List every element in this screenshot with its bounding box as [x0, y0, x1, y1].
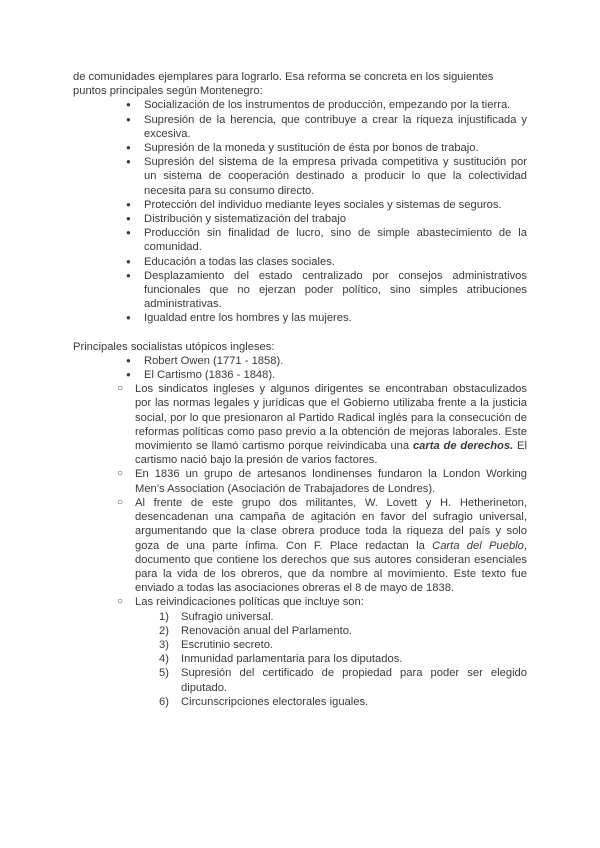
list-item: ● Supresión del sistema de la empresa privada competitiva y sustitución por un sistema de cooperación destinado a producir lo que la colectividad necesita para su consumo directo.: [126, 155, 527, 198]
sublist-item: ○ Los sindicatos ingleses y algunos dirigentes se encontraban obstaculizados por las normas legales y jurídicas que el Gobierno utilizaba frente a la justicia social, por lo que presionaron al Partido Radical inglés para la consecución de reformas políticas como paso previo a la obtención de mejoras laborales. Este movimiento se llamó cartismo porque reivindicaba una carta de derechos. El cartismo nació bajo la presión de varios factores.: [117, 382, 527, 467]
demand-item: 6) Circunscripciones electorales iguales.: [159, 695, 369, 708]
list-item: ● Igualdad entre los hombres y las mujeres.: [126, 311, 527, 325]
reform-points-list: [126, 98, 527, 325]
emphasis-carta-pueblo: Carta del Pueblo: [432, 539, 524, 552]
list-item: ● Desplazamiento del estado centralizado por consejos administrativos funcionales que no ejerzan poder político, sino simples atribuciones administrativas.: [126, 269, 527, 312]
sublist-item: ○ Las reivindicaciones políticas que incluye son: 1) Sufragio universal. 2) Renovación anual del Parlamento. 3) Escrutinio secreto. 4) Inmunidad parlamentaria para los diputados. 5) Supresión del certificado de propiedad para poder ser elegido diputado. 6) Circunscripciones electorales iguales.: [117, 595, 527, 709]
cartismo-label: El Cartismo (1836 - 1848).: [144, 369, 276, 382]
list-item: ● Producción sin finalidad de lucro, sino de simple abastecimiento de la comunidad.: [126, 226, 527, 254]
cartismo-sublist: [73, 382, 527, 709]
list-item: ● Supresión de la moneda y sustitución de ésta por bonos de trabajo.: [126, 141, 527, 155]
demand-item: 3) Escrutinio secreto.: [159, 638, 274, 651]
intro-paragraph: de comunidades ejemplares para lograrlo. Esa reforma se concreta en los siguientes puntos principales según Montenegro:: [73, 71, 494, 98]
sublist-item: ○ En 1836 un grupo de artesanos londinenses fundaron la London Working Men’s Association (Asociación de Trabajadores de Londres).: [117, 467, 527, 495]
list-item: ● Distribución y sistematización del trabajo: [126, 212, 527, 226]
emphasis-carta-derechos: carta de derechos.: [412, 440, 514, 453]
demands-list: [135, 610, 527, 709]
list-item: ● Supresión de la herencia, que contribuye a crear la riqueza injustificada y excesiva.: [126, 113, 527, 141]
socialists-list: [126, 354, 527, 382]
list-item-cartismo: [126, 368, 527, 382]
document-page: [73, 70, 527, 709]
section-heading: Principales socialistas utópicos ingleses:: [73, 340, 275, 353]
list-item: ● Protección del individuo mediante leyes sociales y sistemas de seguros.: [126, 198, 527, 212]
demand-item: 4) Inmunidad parlamentaria para los diputados.: [159, 653, 403, 666]
demand-item: 1) Sufragio universal.: [159, 610, 274, 623]
list-item: ● Educación a todas las clases sociales.: [126, 255, 527, 269]
list-item: ● Socialización de los instrumentos de producción, empezando por la tierra.: [126, 98, 527, 112]
sublist-item: ○ Al frente de este grupo dos militantes, W. Lovett y H. Hetherineton, desencadenan una campaña de agitación en favor del sufragio universal, argumentando que la clase obrera produce toda la riqueza del país y solo goza de una parte ínfima. Con F. Place redactan la Carta del Pueblo, documento que contiene los derechos que sus autores consideran esenciales para la vida de los obreros, que da nombre al movimiento. Este texto fue enviado a todas las asociaciones obreras el 8 de mayo de 1838.: [117, 496, 527, 595]
list-item-owen: ● Robert Owen (1771 - 1858).: [126, 354, 527, 368]
demand-item: 5) Supresión del certificado de propiedad para poder ser elegido diputado.: [159, 667, 527, 694]
demand-item: 2) Renovación anual del Parlamento.: [159, 624, 353, 637]
